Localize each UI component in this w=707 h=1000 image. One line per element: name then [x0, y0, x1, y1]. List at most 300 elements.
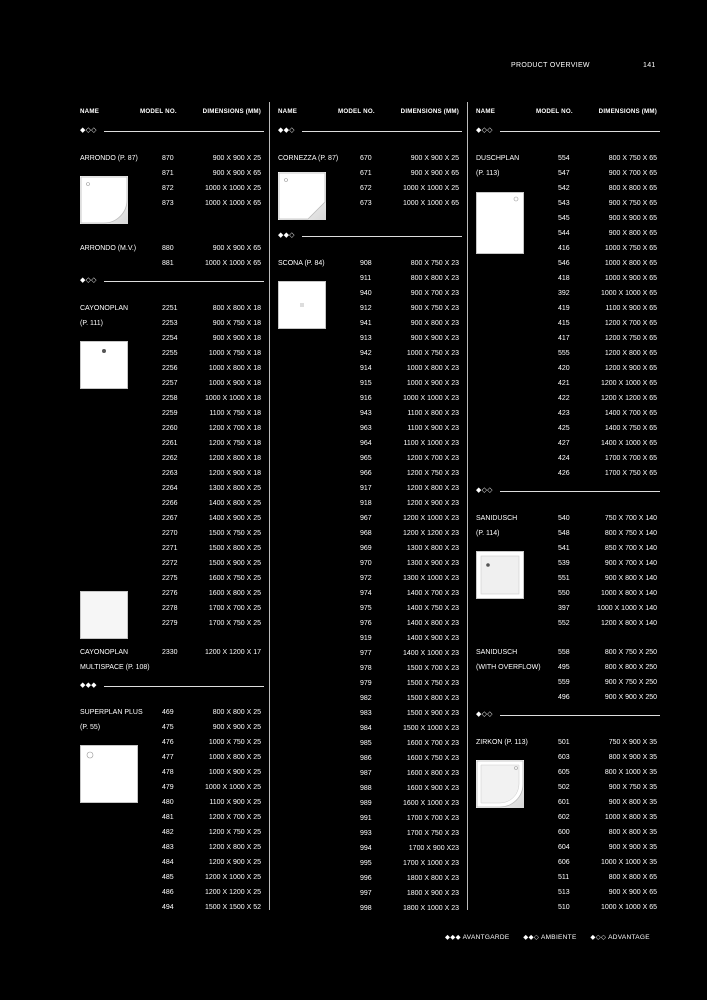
- dimensions-value: 1200 X 750 X 18: [208, 440, 261, 447]
- model-number: 479: [162, 784, 174, 791]
- dimensions-value: 900 X 750 X 23: [410, 305, 459, 312]
- dimensions-value: 1000 X 750 X 23: [406, 350, 459, 357]
- dimensions-value: 1000 X 1000 X 140: [597, 605, 657, 612]
- dimensions-value: 1200 X 700 X 23: [406, 455, 459, 462]
- table-row: [80, 542, 264, 556]
- dimensions-value: 1400 X 750 X 65: [604, 425, 657, 432]
- table-row: [476, 467, 660, 481]
- dimensions-value: 1200 X 800 X 25: [208, 844, 261, 851]
- model-number: 2278: [162, 605, 178, 612]
- table-row: [80, 796, 264, 810]
- dimensions-value: 900 X 750 X 65: [608, 200, 657, 207]
- table-row: [80, 781, 264, 795]
- dimensions-value: 1600 X 700 X 23: [406, 740, 459, 747]
- table-row: [476, 751, 660, 765]
- dimensions-value: 1000 X 1000 X 25: [204, 185, 261, 192]
- table-row: [278, 662, 462, 676]
- dimensions-value: 800 X 800 X 18: [212, 305, 261, 312]
- dimensions-value: 1000 X 900 X 65: [604, 275, 657, 282]
- dimensions-value: 900 X 900 X 65: [212, 245, 261, 252]
- table-row: [278, 467, 462, 481]
- table-row: [476, 287, 660, 301]
- model-number: 983: [360, 710, 372, 717]
- model-number: 2267: [162, 515, 178, 522]
- product-name: CAYONOPLAN: [80, 649, 129, 656]
- dimensions-value: 900 X 900 X 23: [410, 335, 459, 342]
- dimensions-value: 750 X 900 X 35: [608, 739, 657, 746]
- product-name: ZIRKON (P. 113): [476, 739, 528, 746]
- model-number: 481: [162, 814, 174, 821]
- model-number: 422: [558, 395, 570, 402]
- dimensions-value: 1700 X 700 X 65: [604, 455, 657, 462]
- dimensions-value: 900 X 800 X 35: [608, 799, 657, 806]
- dimensions-value: 1000 X 900 X 25: [208, 769, 261, 776]
- dimensions-value: 1200 X 750 X 65: [604, 335, 657, 342]
- table-row: [80, 736, 264, 750]
- model-number: 995: [360, 860, 372, 867]
- table-row: [476, 766, 660, 780]
- model-number: 987: [360, 770, 372, 777]
- model-number: 914: [360, 365, 372, 372]
- table-row: [80, 392, 264, 406]
- dimensions-value: 1000 X 1000 X 18: [204, 395, 261, 402]
- table-row: [476, 527, 660, 541]
- dimensions-header: DIMENSIONS (MM): [598, 108, 657, 115]
- dimensions-value: 1200 X 900 X 23: [406, 500, 459, 507]
- model-number: 2330: [162, 649, 178, 656]
- model-number: 908: [360, 260, 372, 267]
- model-number: 2255: [162, 350, 178, 357]
- model-number: 985: [360, 740, 372, 747]
- table-row: [476, 212, 660, 226]
- table-row: [476, 886, 660, 900]
- model-number: 942: [360, 350, 372, 357]
- model-number: 558: [558, 649, 570, 656]
- product-page-ref: (P. 113): [476, 170, 500, 177]
- model-number: 415: [558, 320, 570, 327]
- dimensions-value: 900 X 900 X 25: [410, 155, 459, 162]
- model-number: 602: [558, 814, 570, 821]
- dimensions-value: 1000 X 750 X 65: [604, 245, 657, 252]
- model-number: 480: [162, 799, 174, 806]
- table-header: [476, 108, 660, 120]
- table-row: [476, 646, 660, 660]
- model-number: 603: [558, 754, 570, 761]
- dimensions-value: 900 X 900 X 65: [410, 170, 459, 177]
- model-number: 541: [558, 545, 570, 552]
- dimensions-value: 800 X 750 X 23: [410, 260, 459, 267]
- model-number: 482: [162, 829, 174, 836]
- dimensions-value: 1400 X 1000 X 65: [600, 440, 657, 447]
- category-separator: [80, 682, 264, 690]
- table-row: [80, 437, 264, 451]
- model-number: 554: [558, 155, 570, 162]
- table-row: [476, 557, 660, 571]
- dimensions-value: 1200 X 750 X 25: [208, 829, 261, 836]
- dimensions-value: 1500 X 900 X 23: [406, 710, 459, 717]
- dimensions-value: 900 X 750 X 18: [212, 320, 261, 327]
- dimensions-value: 1500 X 750 X 23: [406, 680, 459, 687]
- model-number: 542: [558, 185, 570, 192]
- model-number: 540: [558, 515, 570, 522]
- table-row: [278, 452, 462, 466]
- table-row: [476, 302, 660, 316]
- model-number: 510: [558, 904, 570, 911]
- table-row: [80, 602, 264, 616]
- table-row: [278, 182, 462, 196]
- legend-label: ADVANTAGE: [608, 934, 650, 941]
- model-number: 416: [558, 245, 570, 252]
- model-number: 2272: [162, 560, 178, 567]
- dimensions-value: 800 X 800 X 25: [212, 709, 261, 716]
- product-page-ref: MULTISPACE (P. 108): [80, 664, 150, 671]
- model-number: 2271: [162, 545, 178, 552]
- product-column-1: [80, 108, 264, 918]
- model-number: 478: [162, 769, 174, 776]
- page-header: [0, 62, 707, 74]
- dimensions-value: 1700 X 750 X 65: [604, 470, 657, 477]
- dimensions-value: 900 X 900 X 65: [608, 889, 657, 896]
- legend-avantgarde: [445, 934, 509, 941]
- table-row: [80, 317, 264, 331]
- model-number: 2256: [162, 365, 178, 372]
- table-row: [476, 691, 660, 705]
- dimensions-value: 1500 X 700 X 23: [406, 665, 459, 672]
- dimensions-value: 1000 X 1000 X 65: [402, 200, 459, 207]
- model-number: 425: [558, 425, 570, 432]
- table-row: [278, 647, 462, 661]
- product-name: SANIDUSCH: [476, 515, 518, 522]
- category-diamonds: ◆◇◇: [476, 127, 493, 134]
- table-row: [476, 392, 660, 406]
- model-number: 392: [558, 290, 570, 297]
- dimensions-value: 1200 X 800 X 23: [406, 485, 459, 492]
- dimensions-value: 1500 X 750 X 25: [208, 530, 261, 537]
- category-separator: [476, 487, 660, 495]
- dimensions-value: 900 X 750 X 250: [604, 679, 657, 686]
- model-number: 502: [558, 784, 570, 791]
- dimensions-value: 800 X 750 X 65: [608, 155, 657, 162]
- model-number: 513: [558, 889, 570, 896]
- dimensions-value: 1200 X 1200 X 65: [600, 395, 657, 402]
- legend-diamonds: ◆◆◆: [445, 934, 461, 941]
- table-row: [278, 407, 462, 421]
- model-number: 996: [360, 875, 372, 882]
- category-diamonds: ◆◇◇: [476, 487, 493, 494]
- dimensions-value: 1200 X 700 X 18: [208, 425, 261, 432]
- dimensions-value: 900 X 700 X 65: [608, 170, 657, 177]
- dimensions-value: 900 X 900 X 25: [212, 724, 261, 731]
- table-row: [278, 752, 462, 766]
- dimensions-value: 800 X 1000 X 35: [604, 769, 657, 776]
- model-number: 539: [558, 560, 570, 567]
- model-number: 511: [558, 874, 570, 881]
- model-number: 485: [162, 874, 174, 881]
- dimensions-value: 1000 X 1000 X 23: [402, 395, 459, 402]
- model-number: 975: [360, 605, 372, 612]
- product-page-ref: (P. 111): [80, 320, 103, 327]
- model-number: 397: [558, 605, 570, 612]
- table-row: [278, 887, 462, 901]
- dimensions-value: 1400 X 750 X 23: [406, 605, 459, 612]
- table-row: [476, 572, 660, 586]
- dimensions-value: 900 X 800 X 65: [608, 230, 657, 237]
- model-number: 964: [360, 440, 372, 447]
- category-separator: [476, 711, 660, 719]
- table-row: [278, 617, 462, 631]
- table-row: [278, 437, 462, 451]
- model-number: 543: [558, 200, 570, 207]
- dimensions-value: 1300 X 900 X 23: [406, 560, 459, 567]
- table-row: [278, 632, 462, 646]
- column-divider: [467, 102, 468, 910]
- table-row: [80, 407, 264, 421]
- table-row: [476, 901, 660, 915]
- model-number: 982: [360, 695, 372, 702]
- model-number: 988: [360, 785, 372, 792]
- model-number: 919: [360, 635, 372, 642]
- dimensions-value: 1000 X 1000 X 65: [204, 200, 261, 207]
- dimensions-value: 1200 X 700 X 65: [604, 320, 657, 327]
- table-row: [476, 452, 660, 466]
- legend-diamonds: ◆◆◇: [523, 934, 540, 941]
- table-row: [476, 182, 660, 196]
- table-row: [80, 197, 264, 211]
- dimensions-value: 1200 X 1000 X 25: [204, 874, 261, 881]
- table-row: [278, 557, 462, 571]
- model-number: 940: [360, 290, 372, 297]
- table-row: [80, 856, 264, 870]
- model-number: 967: [360, 515, 372, 522]
- table-row: [278, 677, 462, 691]
- model-header: MODEL NO.: [140, 108, 177, 115]
- model-number: 551: [558, 575, 570, 582]
- dimensions-value: 1300 X 800 X 25: [208, 485, 261, 492]
- table-row: [278, 302, 462, 316]
- dimensions-value: 1000 X 800 X 18: [208, 365, 261, 372]
- model-number: 2270: [162, 530, 178, 537]
- model-number: 420: [558, 365, 570, 372]
- dimensions-value: 1000 X 750 X 25: [208, 739, 261, 746]
- table-row: [80, 347, 264, 361]
- category-separator: [278, 127, 462, 135]
- model-number: 559: [558, 679, 570, 686]
- dimensions-value: 1700 X 750 X 25: [208, 620, 261, 627]
- model-number: 994: [360, 845, 372, 852]
- table-row: [476, 871, 660, 885]
- table-row: [476, 617, 660, 631]
- dimensions-value: 1200 X 1200 X 23: [402, 530, 459, 537]
- table-row: [80, 152, 264, 166]
- dimensions-header: DIMENSIONS (MM): [202, 108, 261, 115]
- table-row: [278, 812, 462, 826]
- model-number: 911: [360, 275, 372, 282]
- dimensions-value: 1000 X 800 X 65: [604, 260, 657, 267]
- product-name: ARRONDO (P. 87): [80, 155, 138, 162]
- model-number: 501: [558, 739, 570, 746]
- model-number: 2266: [162, 500, 178, 507]
- model-number: 965: [360, 455, 372, 462]
- model-number: 548: [558, 530, 570, 537]
- model-number: 418: [558, 275, 570, 282]
- model-number: 477: [162, 754, 174, 761]
- dimensions-value: 900 X 750 X 35: [608, 784, 657, 791]
- table-row: [278, 362, 462, 376]
- product-name: ARRONDO (M.V.): [80, 245, 137, 252]
- dimensions-value: 1400 X 700 X 23: [406, 590, 459, 597]
- model-number: 2279: [162, 620, 178, 627]
- name-header: NAME: [476, 108, 496, 115]
- model-number: 2261: [162, 440, 178, 447]
- table-row: [476, 317, 660, 331]
- dimensions-value: 800 X 800 X 35: [608, 829, 657, 836]
- model-number: 991: [360, 815, 372, 822]
- model-number: 421: [558, 380, 570, 387]
- dimensions-value: 1000 X 800 X 25: [208, 754, 261, 761]
- product-name: CAYONOPLAN: [80, 305, 129, 312]
- table-row: [80, 766, 264, 780]
- dimensions-value: 1200 X 800 X 18: [208, 455, 261, 462]
- table-row: [80, 512, 264, 526]
- table-row: [476, 736, 660, 750]
- model-number: 486: [162, 889, 174, 896]
- dimensions-value: 1700 X 750 X 23: [406, 830, 459, 837]
- model-number: 974: [360, 590, 372, 597]
- table-row: [476, 661, 660, 675]
- product-column-2: [278, 108, 462, 918]
- dimensions-value: 1600 X 750 X 25: [208, 575, 261, 582]
- table-row: [278, 392, 462, 406]
- dimensions-value: 1300 X 800 X 23: [406, 545, 459, 552]
- model-number: 941: [360, 320, 372, 327]
- model-number: 495: [558, 664, 570, 671]
- table-row: [278, 782, 462, 796]
- table-row: [80, 482, 264, 496]
- table-row: [80, 362, 264, 376]
- table-row: [476, 676, 660, 690]
- table-row: [476, 841, 660, 855]
- dimensions-value: 1200 X 1200 X 25: [204, 889, 261, 896]
- model-number: 2275: [162, 575, 178, 582]
- table-row: [80, 557, 264, 571]
- table-row: [278, 482, 462, 496]
- model-number: 916: [360, 395, 372, 402]
- dimensions-value: 1000 X 900 X 23: [406, 380, 459, 387]
- table-row: [80, 706, 264, 720]
- dimensions-value: 1200 X 750 X 23: [406, 470, 459, 477]
- dimensions-value: 1200 X 900 X 18: [208, 470, 261, 477]
- table-row: [278, 767, 462, 781]
- dimensions-value: 1200 X 800 X 65: [604, 350, 657, 357]
- table-row: [278, 272, 462, 286]
- category-diamonds: ◆◇◇: [80, 127, 97, 134]
- dimensions-value: 900 X 800 X 23: [410, 320, 459, 327]
- dimensions-value: 800 X 800 X 250: [604, 664, 657, 671]
- dimensions-value: 1800 X 1000 X 23: [402, 905, 459, 912]
- model-number: 943: [360, 410, 372, 417]
- model-number: 475: [162, 724, 174, 731]
- name-header: NAME: [278, 108, 298, 115]
- model-number: 912: [360, 305, 372, 312]
- dimensions-value: 900 X 900 X 35: [608, 844, 657, 851]
- dimensions-value: 1100 X 750 X 18: [209, 410, 261, 417]
- category-separator: [476, 127, 660, 135]
- table-row: [278, 332, 462, 346]
- category-legend: [445, 933, 662, 941]
- table-row: [80, 332, 264, 346]
- dimensions-value: 1700 X 1000 X 23: [402, 860, 459, 867]
- model-number: 872: [162, 185, 174, 192]
- model-number: 546: [558, 260, 570, 267]
- table-row: [476, 272, 660, 286]
- table-row: [80, 497, 264, 511]
- model-number: 496: [558, 694, 570, 701]
- table-row: [80, 646, 264, 660]
- dimensions-value: 1000 X 900 X 18: [208, 380, 261, 387]
- model-number: 2264: [162, 485, 178, 492]
- dimensions-value: 1300 X 1000 X 23: [402, 575, 459, 582]
- dimensions-value: 800 X 800 X 23: [410, 275, 459, 282]
- table-row: [80, 242, 264, 256]
- name-header: NAME: [80, 108, 100, 115]
- dimensions-value: 1200 X 1000 X 23: [402, 515, 459, 522]
- dimensions-value: 900 X 900 X 65: [608, 215, 657, 222]
- dimensions-value: 1400 X 800 X 25: [208, 500, 261, 507]
- table-row: [278, 797, 462, 811]
- model-number: 881: [162, 260, 174, 267]
- legend-ambiente: [523, 934, 576, 941]
- table-row: [476, 542, 660, 556]
- table-row: [80, 257, 264, 271]
- model-number: 997: [360, 890, 372, 897]
- dimensions-value: 800 X 800 X 65: [608, 874, 657, 881]
- category-diamonds: ◆◇◇: [476, 711, 493, 718]
- dimensions-value: 800 X 900 X 35: [608, 754, 657, 761]
- dimensions-value: 1400 X 800 X 23: [406, 620, 459, 627]
- table-row: [278, 587, 462, 601]
- table-row: [278, 692, 462, 706]
- category-diamonds: ◆◇◇: [80, 277, 97, 284]
- dimensions-value: 1400 X 900 X 25: [208, 515, 261, 522]
- model-number: 545: [558, 215, 570, 222]
- table-row: [80, 572, 264, 586]
- dimensions-value: 900 X 800 X 140: [604, 575, 657, 582]
- model-header: MODEL NO.: [536, 108, 573, 115]
- model-number: 427: [558, 440, 570, 447]
- model-number: 417: [558, 335, 570, 342]
- table-row: [80, 811, 264, 825]
- dimensions-value: 800 X 800 X 65: [608, 185, 657, 192]
- table-row: [278, 737, 462, 751]
- legend-label: AMBIENTE: [540, 934, 577, 941]
- model-number: 998: [360, 905, 372, 912]
- table-row: [476, 167, 660, 181]
- model-number: 969: [360, 545, 372, 552]
- dimensions-value: 1600 X 750 X 23: [406, 755, 459, 762]
- table-row: [476, 811, 660, 825]
- table-row: [278, 512, 462, 526]
- table-row: [80, 617, 264, 631]
- model-number: 555: [558, 350, 570, 357]
- table-row: [80, 452, 264, 466]
- product-name: SANIDUSCH: [476, 649, 518, 656]
- model-number: 966: [360, 470, 372, 477]
- table-row: [476, 512, 660, 526]
- table-row: [476, 377, 660, 391]
- table-row: [476, 422, 660, 436]
- table-row: [476, 587, 660, 601]
- dimensions-value: 1500 X 900 X 25: [208, 560, 261, 567]
